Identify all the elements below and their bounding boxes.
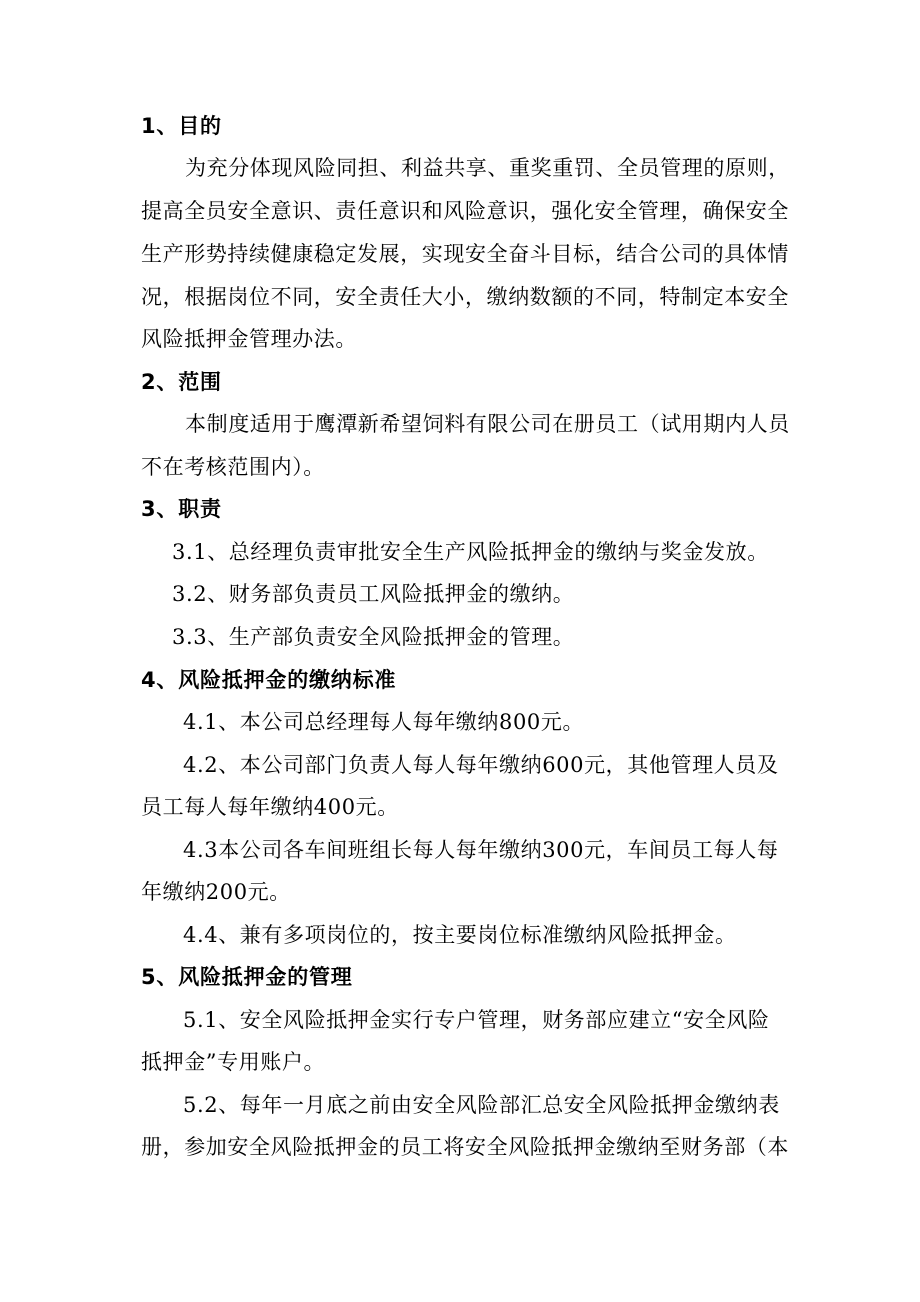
list-item: 4.2、本公司部门负责人每人每年缴纳600元，其他管理人员及 <box>183 753 779 777</box>
list-item: 5.2、每年一月底之前由安全风险部汇总安全风险抵押金缴纳表 <box>183 1093 780 1117</box>
paragraph-line: 抵押金”专用账户。 <box>141 1050 326 1074</box>
list-item: 5.1、安全风险抵押金实行专户管理，财务部应建立“安全风险 <box>183 1008 770 1032</box>
paragraph-line: 为充分体现风险同担、利益共享、重奖重罚、全员管理的原则， <box>185 156 790 180</box>
section-heading-payment-standard: 4、风险抵押金的缴纳标准 <box>141 668 397 692</box>
list-item: 4.1、本公司总经理每人每年缴纳800元。 <box>183 710 585 734</box>
paragraph-line: 册，参加安全风险抵押金的员工将安全风险抵押金缴纳至财务部（本 <box>141 1135 789 1159</box>
paragraph-line: 生产形势持续健康稳定发展，实现安全奋斗目标，结合公司的具体情 <box>141 242 789 266</box>
paragraph-line: 提高全员安全意识、责任意识和风险意识，强化安全管理，确保安全 <box>141 199 789 223</box>
list-item: 4.4、兼有多项岗位的，按主要岗位标准缴纳风险抵押金。 <box>183 923 737 947</box>
paragraph-line: 风险抵押金管理办法。 <box>141 327 357 351</box>
paragraph-line: 本制度适用于鹰潭新希望饲料有限公司在册员工（试用期内人员 <box>185 412 790 436</box>
paragraph-line: 员工每人每年缴纳400元。 <box>141 795 399 819</box>
paragraph-line: 年缴纳200元。 <box>141 880 291 904</box>
section-heading-scope: 2、范围 <box>141 370 222 394</box>
list-item: 3.3、生产部负责安全风险抵押金的管理。 <box>172 625 575 649</box>
section-heading-purpose: 1、目的 <box>141 114 222 138</box>
paragraph-line: 不在考核范围内）。 <box>141 455 325 479</box>
section-heading-duties: 3、职责 <box>141 497 222 521</box>
section-heading-management: 5、风险抵押金的管理 <box>141 965 353 989</box>
list-item: 4.3本公司各车间班组长每人每年缴纳300元，车间员工每人每 <box>183 838 779 862</box>
paragraph-line: 况，根据岗位不同，安全责任大小，缴纳数额的不同，特制定本安全 <box>141 285 789 309</box>
list-item: 3.2、财务部负责员工风险抵押金的缴纳。 <box>172 582 575 606</box>
list-item: 3.1、总经理负责审批安全生产风险抵押金的缴纳与奖金发放。 <box>172 540 769 564</box>
